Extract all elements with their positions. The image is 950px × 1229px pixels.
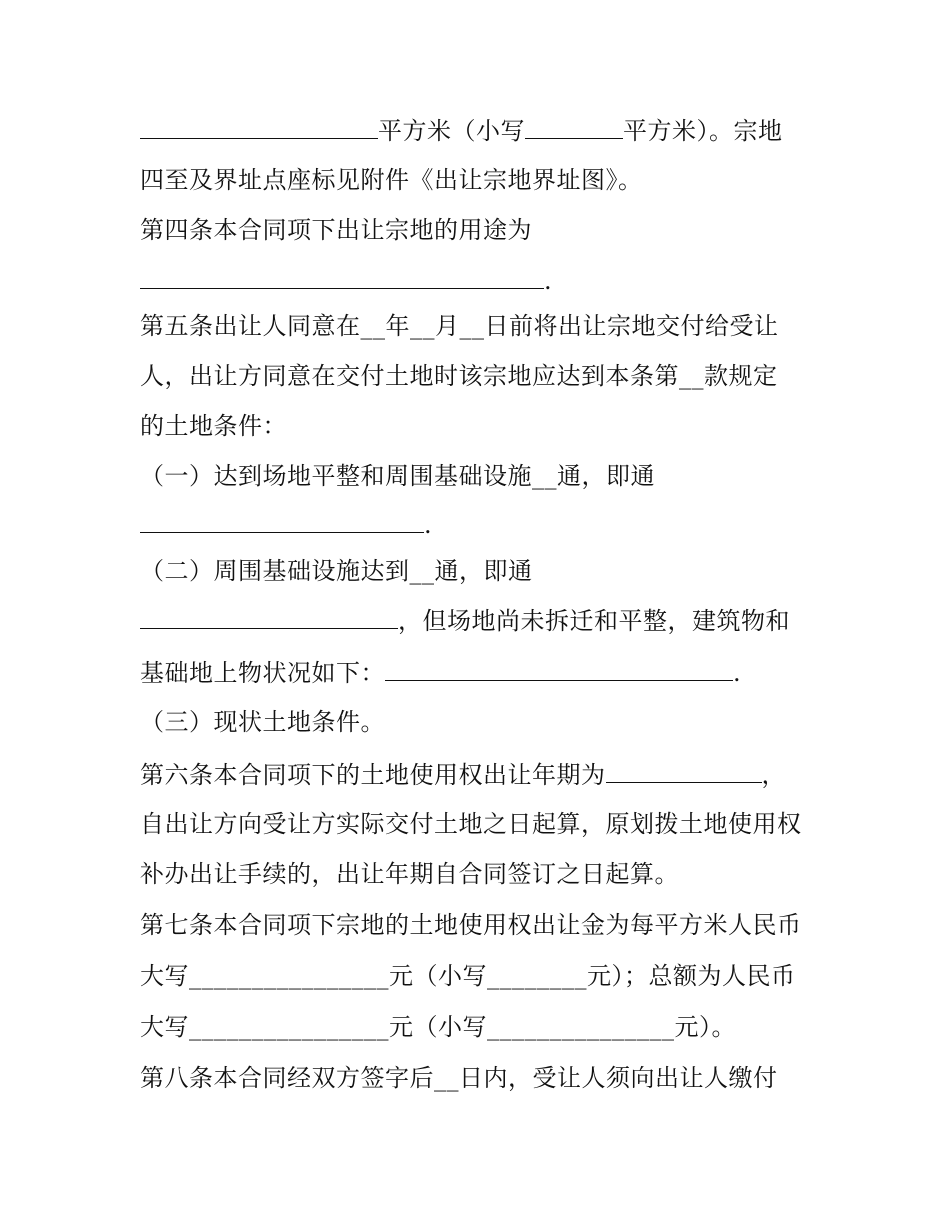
text-line-4 xyxy=(140,264,552,296)
line-12-post: . xyxy=(733,659,742,687)
text-line-12 xyxy=(140,656,741,688)
line-14-post: ， xyxy=(761,761,786,789)
line-12-pre: 基础地上物状况如下： xyxy=(140,659,385,687)
line-9-post: . xyxy=(424,511,433,539)
text-line-17: 第七条本合同项下宗地的土地使用权出让金为每平方米人民币 xyxy=(140,911,802,939)
fill-blank xyxy=(140,508,424,533)
text-line-7: 的土地条件： xyxy=(140,412,287,440)
line-11-post: ，但场地尚未拆迁和平整，建筑物和 xyxy=(398,607,790,635)
fill-blank xyxy=(140,604,398,629)
text-line-11 xyxy=(140,604,790,636)
line-1-post: 平方米）。宗地 xyxy=(623,117,783,145)
text-line-15: 自出让方向受让方实际交付土地之日起算，原划拨土地使用权 xyxy=(140,810,802,838)
fill-blank xyxy=(525,114,623,139)
fill-blank xyxy=(385,656,733,681)
text-line-20: 第八条本合同经双方签字后__日内，受让人须向出让人缴付 xyxy=(140,1064,778,1092)
text-line-8: （一）达到场地平整和周围基础设施__通，即通 xyxy=(140,462,655,490)
fill-blank xyxy=(606,758,762,783)
text-line-14 xyxy=(140,758,786,790)
text-line-9 xyxy=(140,508,432,540)
text-line-19: 大写________________元（小写_______________元）。 xyxy=(140,1013,736,1041)
text-line-16: 补办出让手续的，出让年期自合同签订之日起算。 xyxy=(140,860,679,888)
line-4-post: . xyxy=(544,267,553,295)
text-line-5: 第五条出让人同意在__年__月__日前将出让宗地交付给受让 xyxy=(140,312,779,340)
text-line-10: （二）周围基础设施达到__通，即通 xyxy=(140,557,533,585)
line-14-pre: 第六条本合同项下的土地使用权出让年期为 xyxy=(140,761,606,789)
text-line-6: 人，出让方同意在交付土地时该宗地应达到本条第__款规定 xyxy=(140,362,778,390)
text-line-13: （三）现状土地条件。 xyxy=(140,708,385,736)
text-line-3: 第四条本合同项下出让宗地的用途为 xyxy=(140,216,532,244)
text-line-2: 四至及界址点座标见附件《出让宗地界址图》。 xyxy=(140,166,643,194)
line-1-mid: 平方米（小写 xyxy=(378,117,525,145)
text-line-1 xyxy=(140,114,783,146)
text-line-18: 大写________________元（小写________元）；总额为人民币 xyxy=(140,962,796,990)
fill-blank xyxy=(140,114,378,139)
fill-blank xyxy=(140,264,544,289)
